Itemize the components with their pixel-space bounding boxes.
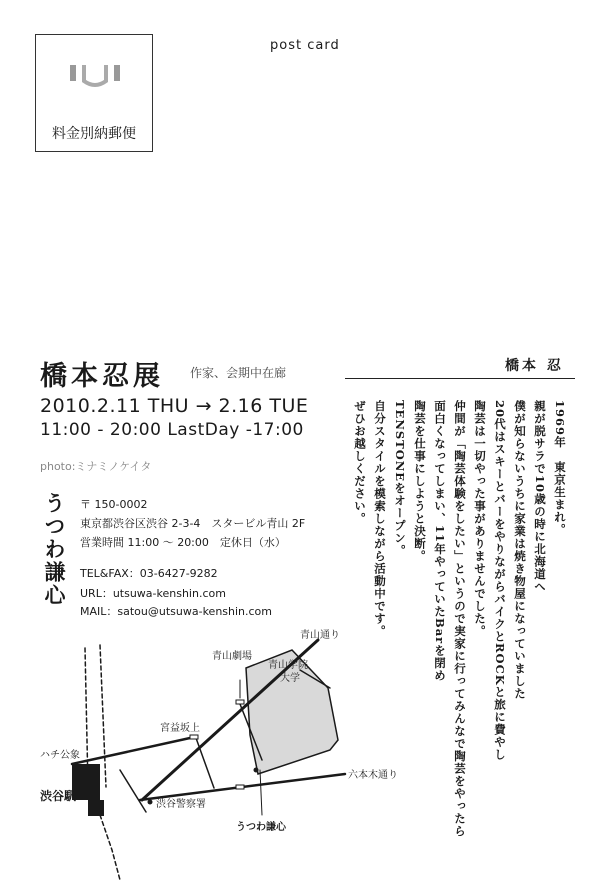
rail-line <box>100 815 120 880</box>
access-map <box>0 622 420 887</box>
bio-line: 僕が知らないうちに家業は焼き物屋になっていました <box>513 400 527 700</box>
label-police: 渋谷警察署 <box>156 799 206 810</box>
side-street <box>196 738 214 788</box>
bio-line: 自分スタイルを模索しながら活動中です。 <box>373 400 387 638</box>
side-street <box>120 770 146 812</box>
crossing-marker <box>236 785 244 789</box>
label-aogaku: 青山学院 <box>268 660 308 671</box>
tel-fax: TEL&FAX：03-6427-9282 <box>80 567 218 580</box>
bio-line: 陶芸を仕事にしようと決断。 <box>413 400 427 563</box>
shop-address: 東京都渋谷区渋谷 2-3-4 スタービル青山 2F <box>80 517 306 530</box>
bio-line: 仲間が「陶芸体験をしたい」というので実家に行ってみんなで陶芸をやったら <box>453 400 467 838</box>
postal-mark: 〒 <box>80 498 91 511</box>
bio-line: 1969年 東京生まれ。 <box>553 400 567 537</box>
exhibition-subtitle: 作家、会期中在廊 <box>190 366 287 380</box>
bio-line: ぜひお越しください。 <box>353 400 367 525</box>
business-hours: 営業時間 11:00 〜 20:00 定休日（水） <box>80 536 286 549</box>
label-miyamasuzaka: 宮益坂上 <box>160 723 200 734</box>
bio-line: 親が脱サラで10歳の時に北海道へ <box>533 400 547 594</box>
shop-pointer <box>260 770 262 815</box>
postal-code-line <box>80 496 147 512</box>
bio-line: TENSTONEをオープン。 <box>393 400 407 557</box>
label-aoyama-theater: 青山劇場 <box>212 651 252 662</box>
police-marker <box>148 800 153 805</box>
label-shop: うつわ謙心 <box>236 822 286 833</box>
rail-line <box>100 645 106 787</box>
exhibition-dates: 2010.2.11 THU → 2.16 TUE <box>40 395 309 417</box>
station-block <box>72 764 100 800</box>
photo-credit: photo:ミナミノケイタ <box>40 460 152 473</box>
exhibition-hours: 11:00 - 20:00 LastDay -17:00 <box>40 420 304 440</box>
label-shibuya-station: 渋谷駅 <box>40 789 77 803</box>
shop-name: うつわ謙心 <box>42 492 66 607</box>
station-block <box>88 800 104 816</box>
postage-stamp-box <box>35 34 153 152</box>
postal-mark-icon <box>66 63 124 89</box>
crossing-marker <box>236 700 244 704</box>
shop-marker <box>254 768 259 773</box>
bio-line: 陶芸は一切やった事がありませんでした。 <box>473 400 487 638</box>
label-aoyama-dori: 青山通り <box>300 630 340 641</box>
shop-url[interactable]: URL：utsuwa-kenshin.com <box>80 587 226 600</box>
postal-code: 150-0002 <box>94 498 148 511</box>
divider <box>345 378 575 379</box>
author-name: 橋本 忍 <box>505 358 564 374</box>
road-west <box>72 738 190 764</box>
label-roppongi-dori: 六本木通り <box>348 770 398 781</box>
bio-line: 面白くなってしまい、11年やっていたBarを閉め <box>433 400 447 682</box>
label-hachiko: ハチ公象 <box>40 750 80 761</box>
bio-line: 20代はスキーとバーをやりながらバイクとROCKと旅に費やし <box>493 400 507 761</box>
postcard-label: post card <box>270 38 340 53</box>
stamp-label: 料金別納郵便 <box>52 126 136 142</box>
shop-email[interactable]: MAIL：satou@utsuwa-kenshin.com <box>80 605 273 618</box>
crossing-marker <box>190 735 198 739</box>
label-aogaku-2: 大学 <box>280 673 300 684</box>
exhibition-title: 橋本忍展 <box>40 361 164 392</box>
